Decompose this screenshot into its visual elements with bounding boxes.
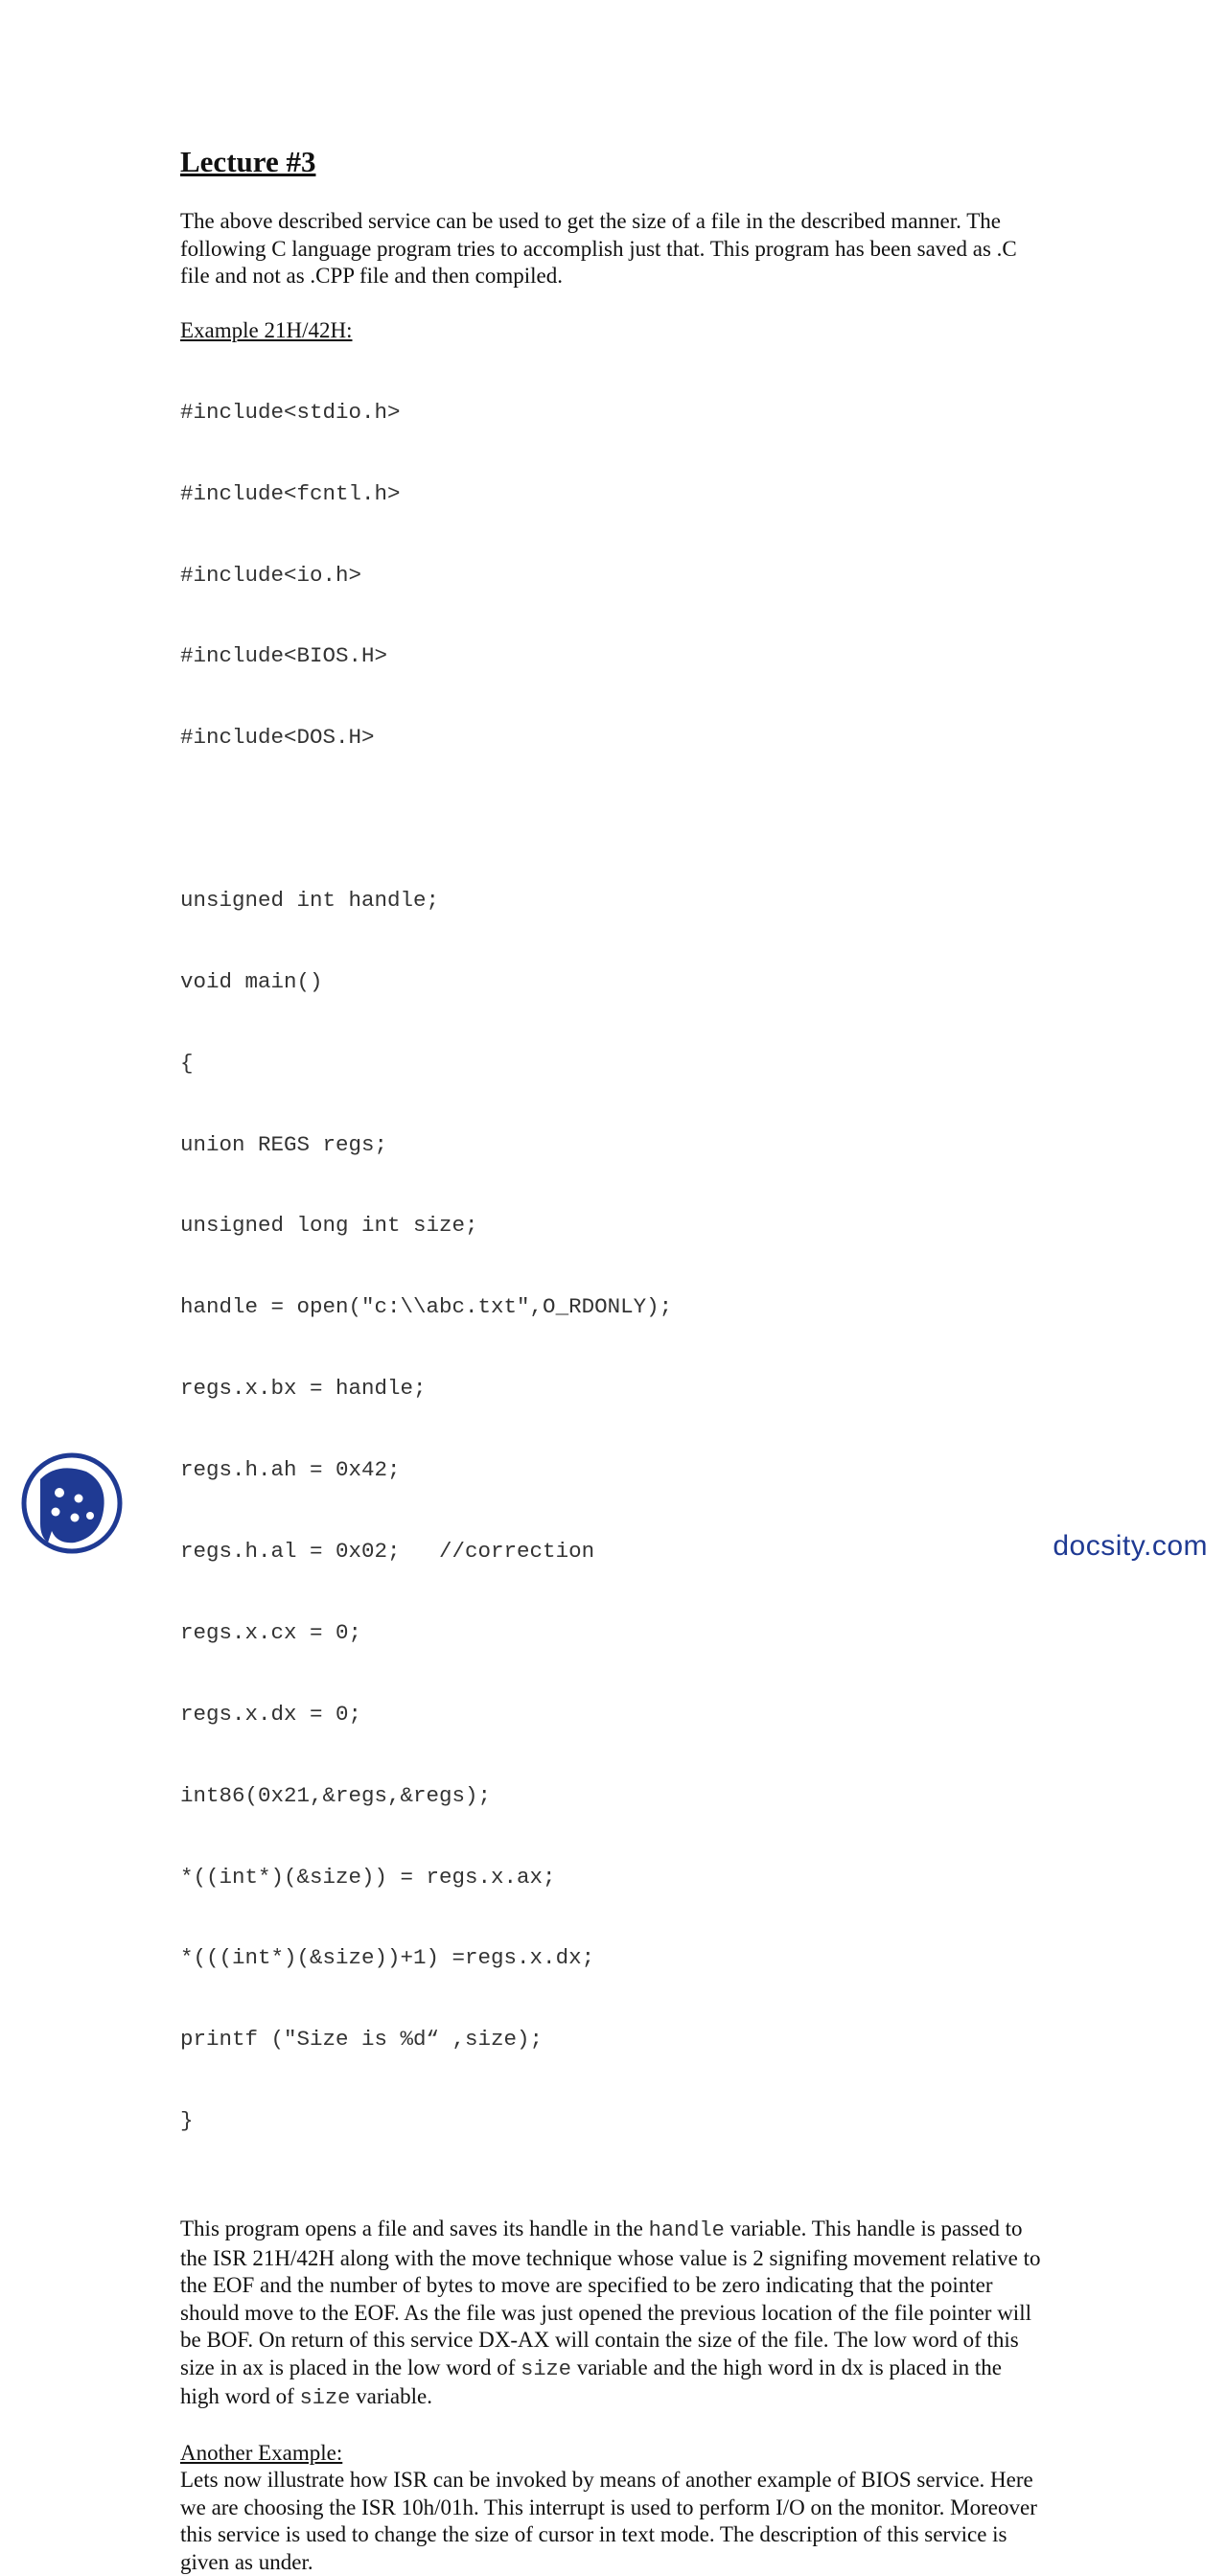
code-line: unsigned long int size;: [180, 1213, 478, 1239]
intro-paragraph: The above described service can be used to get the size of a file in the described manner. The following C language program tries to accomplish just that. This program has been saved as .C file and not as .CPP file and then compiled.: [180, 209, 1017, 289]
code-line: regs.x.bx = handle;: [180, 1376, 427, 1402]
docsity-brand-link[interactable]: docsity.com: [1053, 1530, 1208, 1562]
code-line: *(((int*)(&size))+1) =regs.x.dx;: [180, 1945, 595, 1971]
document-page: [180, 144, 1043, 2576]
code-line: regs.h.ah = 0x42;: [180, 1457, 401, 1483]
docsity-logo-icon[interactable]: [19, 1450, 125, 1556]
code-line: handle = open("c:\\abc.txt",O_RDONLY);: [180, 1294, 673, 1320]
explanation-text: variable.: [350, 2384, 432, 2409]
code-line: union REGS regs;: [180, 1131, 388, 1157]
code-includes: [180, 344, 1043, 805]
explanation-text: This program opens a file and saves its handle in the: [180, 2216, 649, 2241]
code-line: #include<BIOS.H>: [180, 643, 388, 669]
code-line: #include<stdio.h>: [180, 399, 401, 425]
code-line: #include<io.h>: [180, 562, 362, 588]
inline-code-size: size: [521, 2356, 571, 2381]
inline-code-handle: handle: [648, 2218, 725, 2243]
code-line: printf ("Size is %d“ ,size);: [180, 2027, 544, 2053]
explanation-paragraph: [180, 2216, 1043, 2413]
example-heading: Example 21H/42H:: [180, 317, 353, 342]
code-line: regs.h.al = 0x02; //correction: [180, 1538, 595, 1564]
page-title: Lecture #3: [180, 145, 316, 178]
code-line: regs.x.cx = 0;: [180, 1619, 362, 1645]
code-body: [180, 832, 1043, 2189]
code-line: {: [180, 1050, 194, 1076]
explanation-text: variable and the high word in dx is placed in the high word of: [180, 2355, 1002, 2409]
docsity-logo-graphic: [19, 1450, 125, 1556]
code-line: int86(0x21,&regs,&regs);: [180, 1782, 492, 1808]
inline-code-size: size: [299, 2386, 351, 2411]
another-example-heading: Another Example:: [180, 2440, 343, 2465]
code-line: }: [180, 2108, 194, 2134]
code-line: *((int*)(&size)) = regs.x.ax;: [180, 1864, 556, 1890]
code-line: unsigned int handle;: [180, 887, 440, 913]
code-line: #include<fcntl.h>: [180, 480, 401, 506]
explanation-text: variable. This handle is passed to the ISR 21H/42H along with the move technique whose value is 2 signifing movement relative to the EOF and the number of bytes to move are specified to be zero indicating that the pointer should move to the EOF. As the file was just opened the previous location of the file pointer will be BOF. On return of this service DX-AX will contain the size of the file. The low word of this size in ax is placed in the low word of: [180, 2216, 1041, 2379]
code-line: void main(): [180, 968, 323, 994]
another-example-paragraph: Lets now illustrate how ISR can be invoked by means of another example of BIOS service. Here we are choosing the ISR 10h/01h. This interrupt is used to perform I/O on the monitor. Moreover this service is used to change the size of cursor in text mode. The description of this service is given as under.: [180, 2468, 1037, 2574]
code-line: #include<DOS.H>: [180, 725, 375, 751]
code-line: regs.x.dx = 0;: [180, 1701, 362, 1727]
